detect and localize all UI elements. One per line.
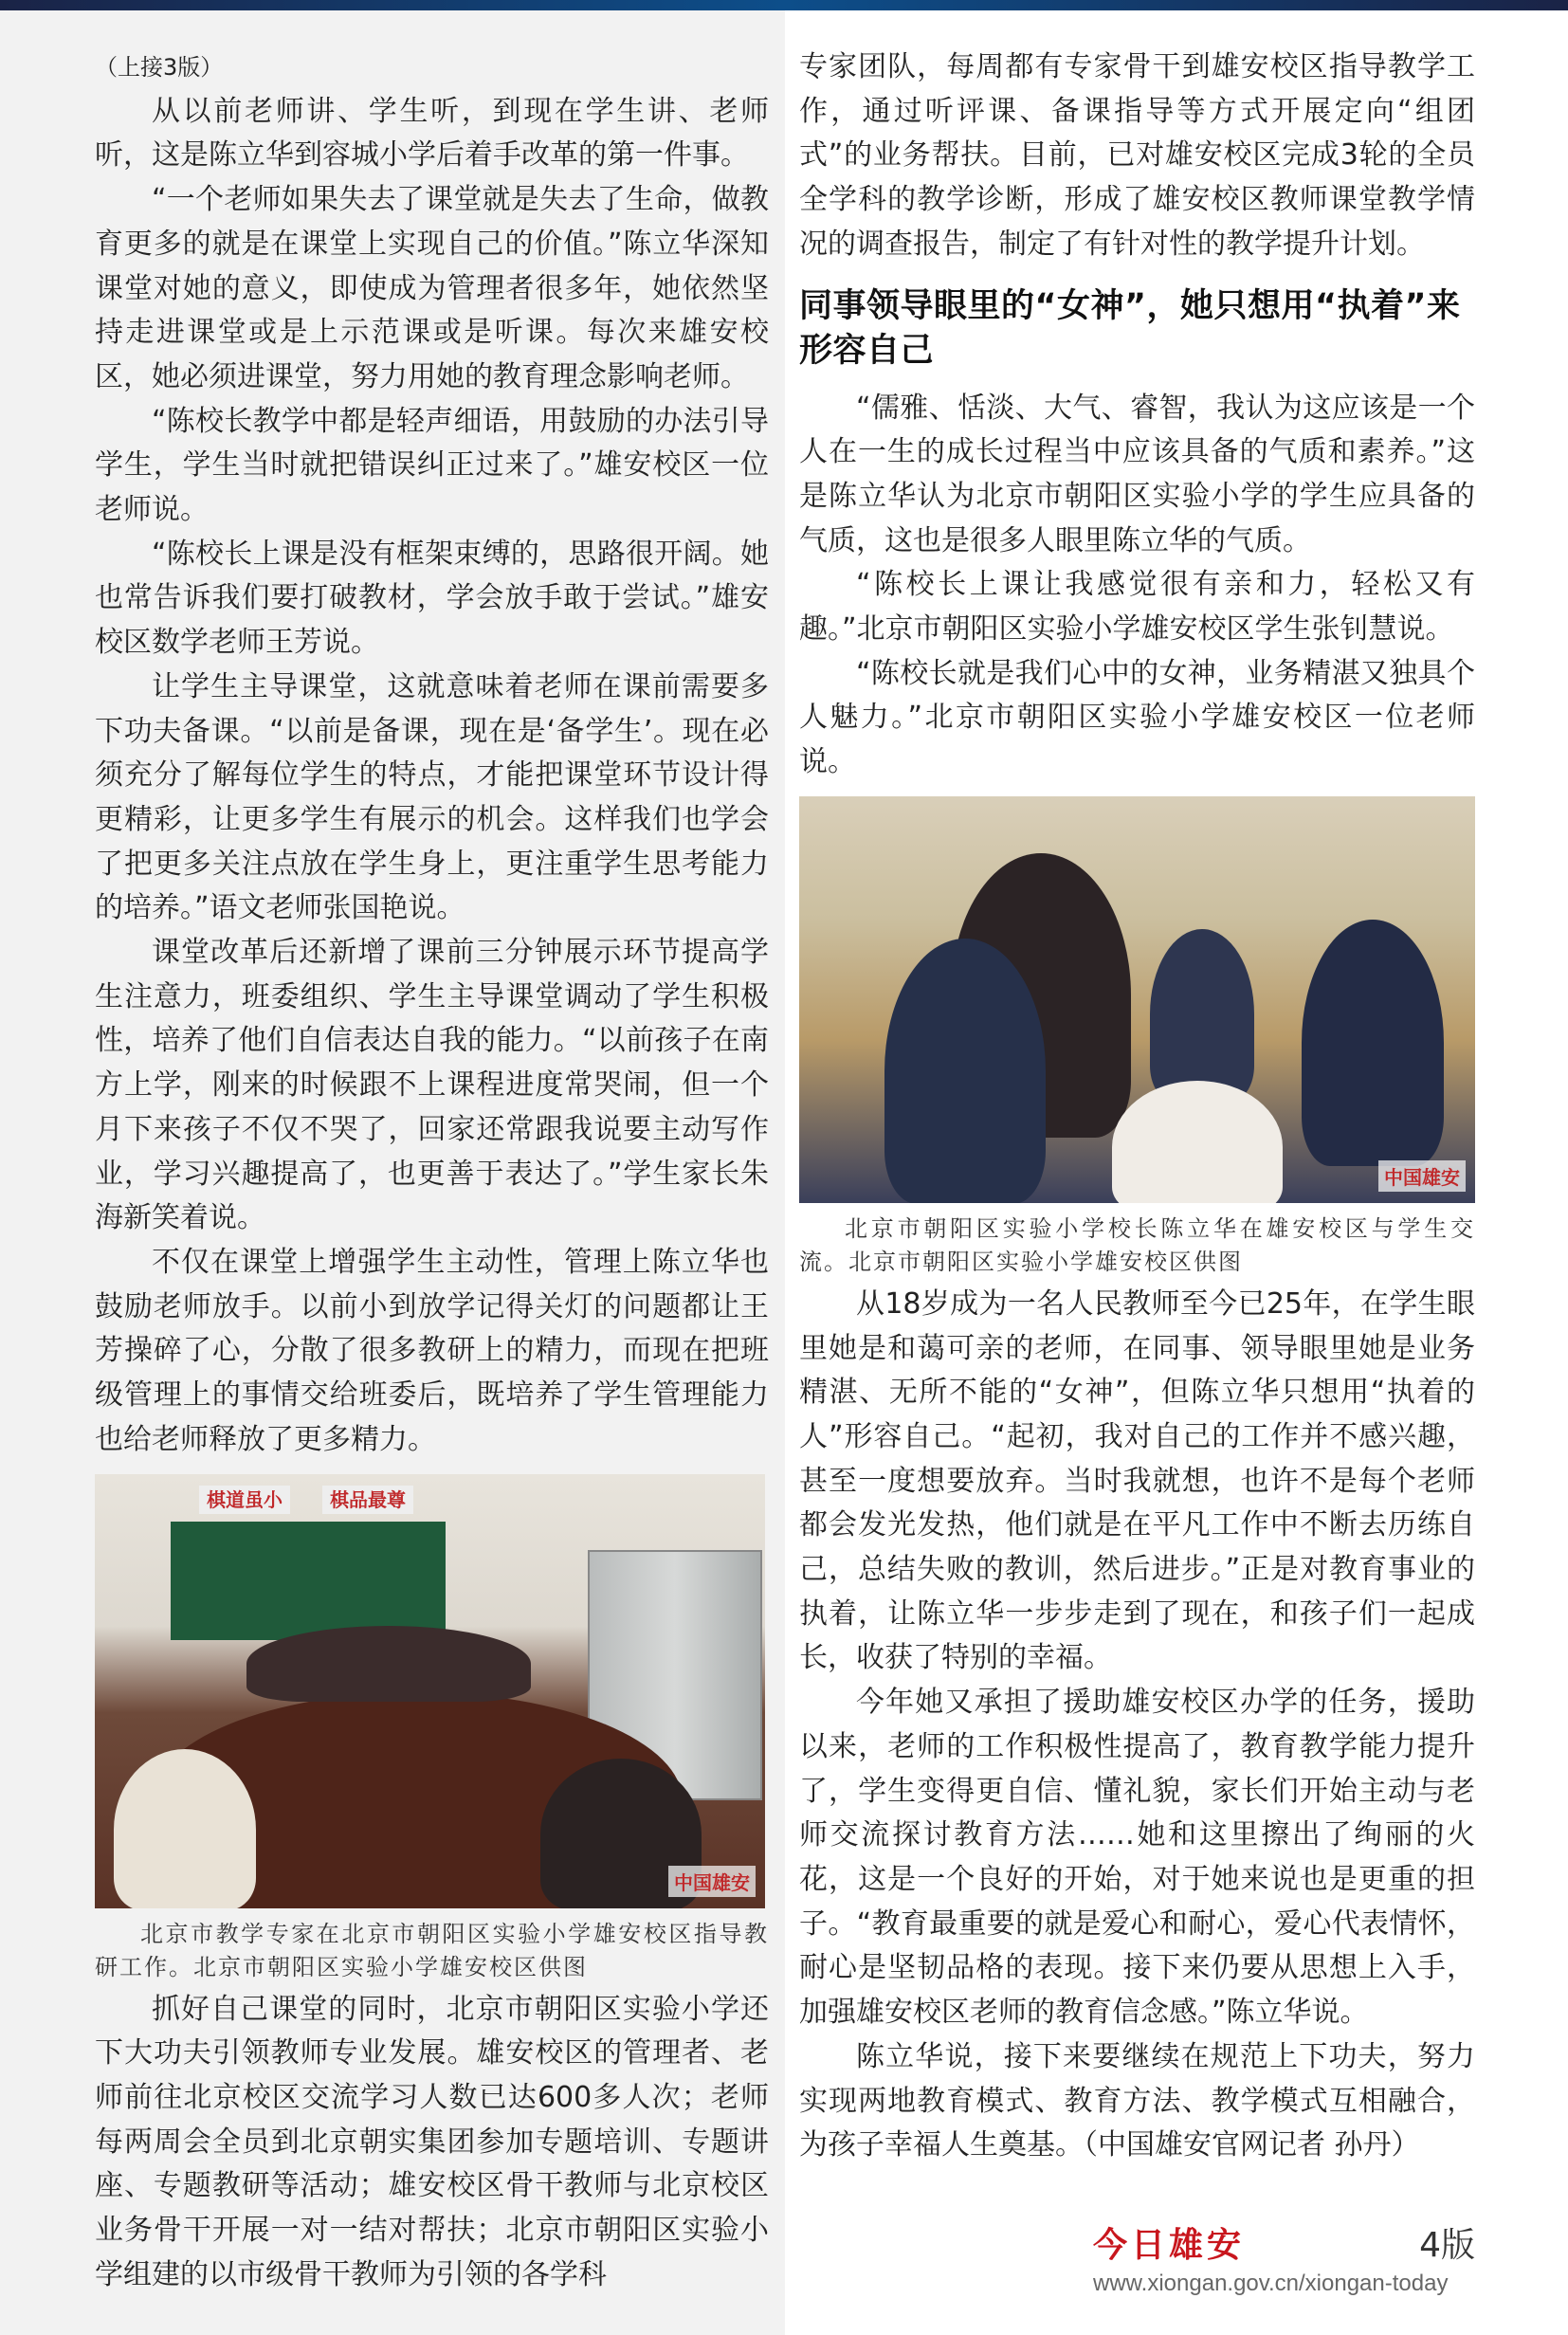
student (1112, 1081, 1283, 1203)
top-bar (0, 0, 1568, 10)
paragraph: 从18岁成为一名人民教师至今已25年，在学生眼里她是和蔼可亲的老师，在同事、领导眼里她是业务精湛、无所不能的“女神”，但陈立华只想用“执着的人”形容自己。“起初，我对自己的工作并不感兴趣，甚至一度想要放弃。当时我就想，也许不是每个老师都会发光发热，他们就是在平凡工作中不断去历练自己，总结失败的教训，然后进步。”正是对教育事业的执着，让陈立华一步步走到了现在，和孩子们一起成长，收获了特别的幸福。 (799, 1286, 1475, 1675)
student (884, 939, 1046, 1203)
paragraph: “陈校长教学中都是轻声细语，用鼓励的办法引导学生，学生当时就把错误纠正过来了。”雄安校区一位老师说。 (95, 404, 769, 527)
photo2-caption: 北京市朝阳区实验小学校长陈立华在雄安校区与学生交流。北京市朝阳区实验小学雄安校区供图 (799, 1214, 1475, 1275)
banner-left: 棋道虽小 (199, 1486, 290, 1514)
right-bottom-text (799, 1283, 1475, 2168)
student (1302, 920, 1444, 1166)
paragraph: 让学生主导课堂，这就意味着老师在课前需要多下功夫备课。“以前是备课，现在是‘备学生’。现在必须充分了解每位学生的特点，才能把课堂环节设计得更精彩，让更多学生有展示的机会。这样我们也学会了把更多关注点放在学生身上，更注重学生思考能力的培养。”语文老师张国艳说。 (95, 669, 769, 925)
photo-teachers-meeting (95, 1474, 765, 1908)
blackboard (171, 1522, 446, 1640)
paragraph: “陈校长上课是没有框架束缚的，思路很开阔。她也常告诉我们要打破教材，学会放手敢于尝试。”雄安校区数学老师王芳说。 (95, 537, 769, 660)
paragraph: 专家团队，每周都有专家骨干到雄安校区指导教学工作，通过听评课、备课指导等方式开展定向“组团式”的业务帮扶。目前，已对雄安校区完成3轮的全员全学科的教学诊断，形成了雄安校区教师课堂教学情况的调查报告，制定了有针对性的教学提升计划。 (799, 50, 1475, 261)
watermark: 中国雄安 (668, 1866, 756, 1897)
paragraph: 抓好自己课堂的同时，北京市朝阳区实验小学还下大功夫引领教师专业发展。雄安校区的管理者、老师前往北京校区交流学习人数已达600多人次；老师每两周会全员到北京朝实集团参加专题培训、专题讲座、专题教研等活动；雄安校区骨干教师与北京校区业务骨干开展一对一结对帮扶；北京市朝阳区实验小学组建的以市级骨干教师为引领的各学科 (95, 1992, 769, 2291)
photo1-caption: 北京市教学专家在北京市朝阳区实验小学雄安校区指导教研工作。北京市朝阳区实验小学雄安校区供图 (95, 1920, 769, 1980)
paragraph: 从以前老师讲、学生听，到现在学生讲、老师听，这是陈立华到容城小学后着手改革的第一件事。 (95, 94, 769, 173)
banner-right: 棋品最尊 (322, 1486, 413, 1514)
footer (799, 2190, 1475, 2297)
right-top-text (799, 46, 1475, 267)
paragraph: “陈校长就是我们心中的女神，业务精湛又独具个人魅力。”北京市朝阳区实验小学雄安校区一位老师说。 (799, 656, 1475, 779)
continued-from: （上接3版） (95, 54, 224, 81)
watermark: 中国雄安 (1378, 1160, 1466, 1192)
left-column-text (95, 46, 769, 1463)
footer-url: www.xiongan.gov.cn/xiongan-today (1093, 2271, 1449, 2297)
section-heading: 同事领导眼里的“女神”，她只想用“执着”来形容自己 (799, 286, 1461, 370)
left-bottom-text (95, 1988, 769, 2298)
person (114, 1749, 256, 1908)
paragraph: 课堂改革后还新增了课前三分钟展示环节提高学生注意力，班委组织、学生主导课堂调动了学生积极性，培养了他们自信表达自我的能力。“以前孩子在南方上学，刚来的时候跟不上课程进度常哭闹，但一个月下来孩子不仅不哭了，回家还常跟我说要主动写作业，学习兴趣提高了，也更善于表达了。”学生家长朱海新笑着说。 (95, 936, 769, 1235)
right-column (785, 0, 1568, 2335)
newspaper-logo: 今日雄安 (1093, 2225, 1246, 2266)
paragraph: 今年她又承担了援助雄安校区办学的任务，援助以来，老师的工作积极性提高了，教育教学能力提升了，学生变得更自信、懂礼貌，家长们开始主动与老师交流探讨教育方法……她和这里擦出了绚丽的火花，这是一个良好的开始，对于她来说也是更重的担子。“教育最重要的就是爱心和耐心，爱心代表情怀，耐心是坚韧品格的表现。接下来仍要从思想上入手，加强雄安校区老师的教育信念感。”陈立华说。 (799, 1686, 1475, 2030)
paragraph: “陈校长上课让我感觉很有亲和力，轻松又有趣。”北京市朝阳区实验小学雄安校区学生张钊慧说。 (799, 568, 1475, 647)
photo-principal-with-students (799, 796, 1475, 1203)
paragraph: 不仅在课堂上增强学生主动性，管理上陈立华也鼓励老师放手。以前小到放学记得关灯的问题都让王芳操碎了心，分散了很多教研上的精力，而现在把班级管理上的事情交给班委后，既培养了学生管理能力也给老师释放了更多精力。 (95, 1245, 769, 1456)
paragraph: “一个老师如果失去了课堂就是失去了生命，做教育更多的就是在课堂上实现自己的价值。”陈立华深知课堂对她的意义，即使成为管理者很多年，她依然坚持走进课堂或是上示范课或是听课。每次来雄安校区，她必须进课堂，努力用她的教育理念影响老师。 (95, 183, 769, 393)
people-group (246, 1626, 531, 1702)
right-mid-text (799, 387, 1475, 785)
paragraph: 陈立华说，接下来要继续在规范上下功夫，努力实现两地教育模式、教育方法、教学模式互相融合，为孩子幸福人生奠基。（中国雄安官网记者 孙丹） (799, 2039, 1475, 2162)
student (1150, 929, 1254, 1100)
page-number: 4版 (1419, 2226, 1475, 2266)
paragraph: “儒雅、恬淡、大气、睿智，我认为这应该是一个人在一生的成长过程当中应该具备的气质和素养。”这是陈立华认为北京市朝阳区实验小学的学生应具备的气质，这也是很多人眼里陈立华的气质。 (799, 391, 1475, 557)
